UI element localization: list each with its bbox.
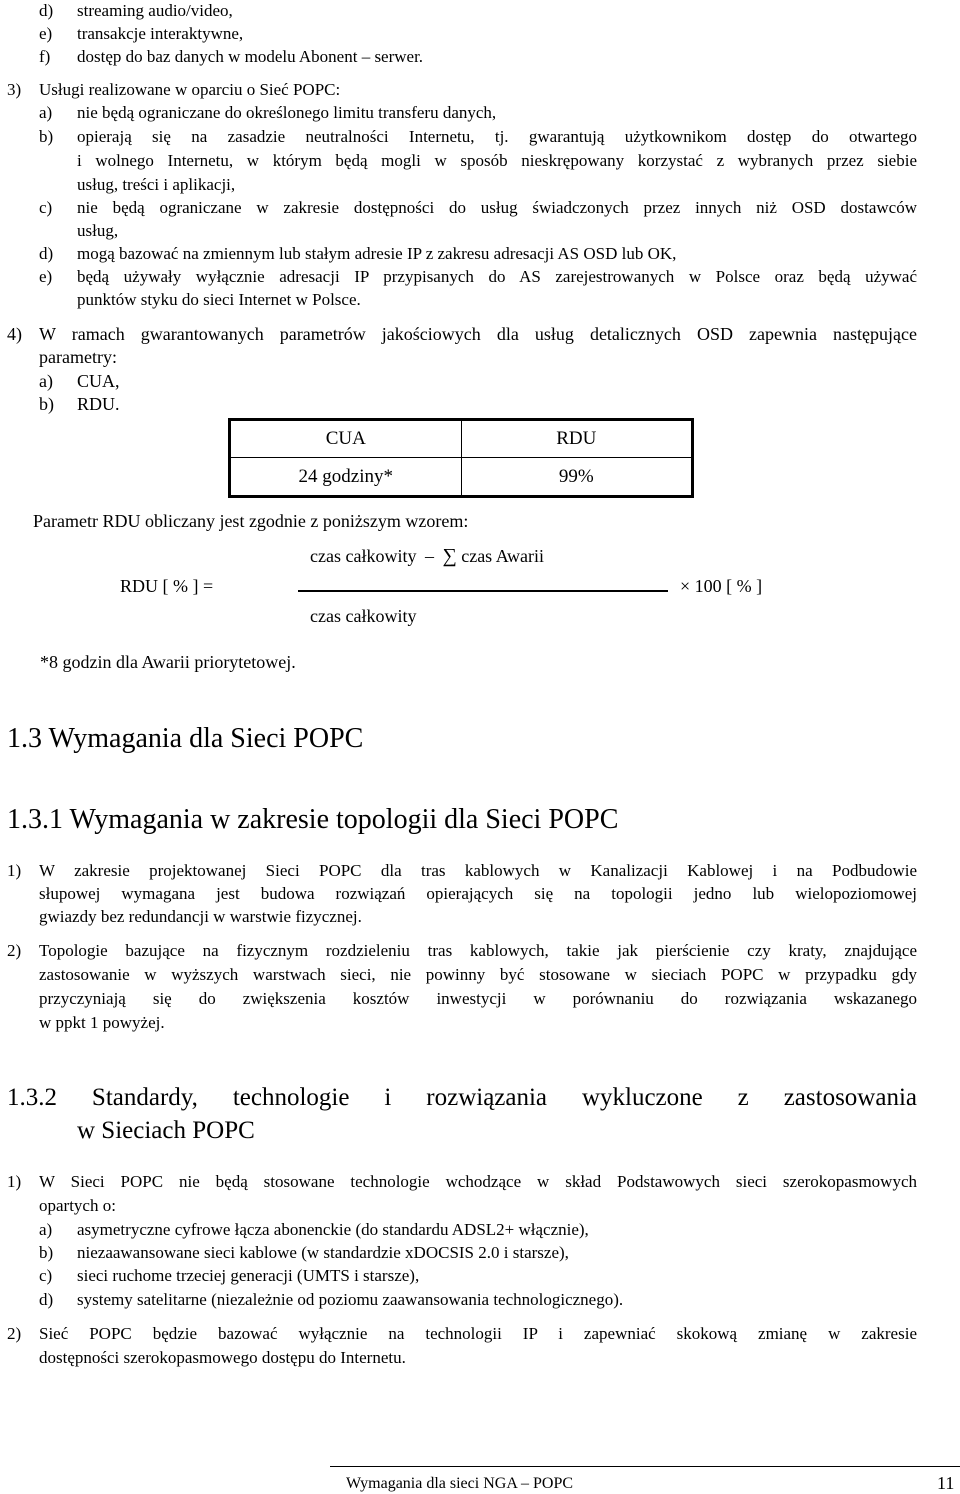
sub-label: a) [39, 371, 53, 391]
sub-label: b) [39, 127, 54, 146]
sub-text: usług, treści i aplikacji, [77, 175, 236, 194]
formula-lhs: RDU [ % ] = [120, 576, 214, 596]
sub-text: opierają się na zasadzie neutralności Internetu, tj. gwarantują użytkownikom dostęp do otwartego [77, 127, 917, 146]
formula-intro: Parametr RDU obliczany jest zgodnie z poniższym wzorem: [33, 511, 469, 531]
sub-label: a) [39, 1220, 53, 1239]
item-text: W Sieci POPC nie będą stosowane technologie wchodzące w skład Podstawowych sieci szerokopasmowych [39, 1172, 917, 1191]
sub-text: nie będą ograniczane w zakresie dostępności do usług świadczonych przez innych niż OSD dostawców [77, 198, 917, 217]
sub-text: RDU. [77, 394, 120, 414]
sub-label: d) [39, 1290, 54, 1309]
sub-text: CUA, [77, 371, 120, 391]
sub-text: nie będą ograniczane do określonego limitu transferu danych, [77, 103, 497, 122]
item-label: 2) [7, 941, 22, 960]
heading-line: w Sieciach POPC [77, 1117, 255, 1144]
section-heading-1-3-2 [7, 1085, 917, 1110]
denominator: czas całkowity [310, 606, 417, 626]
footer-rule [330, 1466, 960, 1467]
list-label: f) [39, 47, 51, 66]
item-text: W zakresie projektowanej Sieci POPC dla tras kablowych w Kanalizacji Kablowej i na Podbudowie [39, 861, 917, 880]
formula-rhs: × 100 [ % ] [680, 576, 763, 596]
page-number: 11 [937, 1473, 955, 1493]
list-text: streaming audio/video, [77, 1, 233, 20]
footnote: *8 godzin dla Awarii priorytetowej. [40, 652, 296, 672]
sub-label: c) [39, 198, 53, 217]
sub-text: punktów styku do sieci Internet w Polsce. [77, 290, 361, 309]
item-text: w ppkt 1 powyżej. [39, 1013, 165, 1032]
item-text: dostępności szerokopasmowego dostępu do Internetu. [39, 1348, 406, 1367]
item-text: opartych o: [39, 1196, 116, 1215]
numerator-a: czas całkowity [310, 546, 417, 566]
list-text: transakcje interaktywne, [77, 24, 244, 43]
sub-text: i wolnego Internetu, w którym będą mogli w sposób nieskrępowany korzystać z wybranych przez siebie [77, 151, 917, 170]
sub-label: c) [39, 1266, 53, 1285]
list-label: e) [39, 24, 53, 43]
list-label: d) [39, 1, 54, 20]
sub-label: e) [39, 267, 53, 286]
item-text: Usługi realizowane w oparciu o Sieć POPC: [39, 80, 341, 99]
item-label: 2) [7, 1324, 22, 1343]
footer-title: Wymagania dla sieci NGA – POPC [346, 1475, 574, 1492]
sub-label: d) [39, 244, 54, 263]
sigma-icon: ∑ [442, 545, 457, 567]
item-text: przyczyniają się do zwiększenia kosztów inwestycji w porównaniu do rozwiązania wskazanego [39, 989, 917, 1008]
parameters-table [228, 418, 694, 498]
item-label: 3) [7, 80, 22, 99]
sub-label: a) [39, 103, 53, 122]
item-label: 1) [7, 861, 22, 880]
section-heading-1-3-1: 1.3.1 Wymagania w zakresie topologii dla Sieci POPC [7, 804, 619, 835]
item-text: Topologie bazujące na fizycznym rozdzieleniu tras kablowych, takie jak pierścienie czy kraty, znajdujące [39, 941, 917, 960]
item-text: słupowej wymagana jest budowa rozwiązań opierających się na topologii jedno lub wielopoziomowej [39, 884, 917, 903]
heading-line: 1.3.2 Standardy, technologie i rozwiązania wykluczone z zastosowania [7, 1084, 917, 1111]
table-header: CUA [230, 420, 462, 458]
sub-text: systemy satelitarne (niezależnie od poziomu zaawansowania technologicznego). [77, 1290, 624, 1309]
list-text: dostęp do baz danych w modelu Abonent – serwer. [77, 47, 424, 66]
table-cell: 24 godziny* [230, 458, 462, 497]
table-cell: 99% [461, 458, 693, 497]
item-label: 1) [7, 1172, 22, 1191]
table-header: RDU [461, 420, 693, 458]
minus-sign: – [424, 546, 434, 566]
sub-text: usług, [77, 221, 119, 240]
sub-label: b) [39, 394, 54, 414]
sub-text: mogą bazować na zmiennym lub stałym adresie IP z zakresu adresacji AS OSD lub OK, [77, 244, 677, 263]
section-heading-1-3: 1.3 Wymagania dla Sieci POPC [7, 723, 364, 754]
item-label: 4) [7, 324, 22, 344]
item-text: zastosowanie w wyższych warstwach sieci, nie powinny być stosowane w sieciach POPC w przypadku gdy [39, 965, 917, 984]
numerator-b: czas Awarii [461, 546, 545, 566]
sub-text: niezaawansowane sieci kablowe (w standardzie xDOCSIS 2.0 i starsze), [77, 1243, 569, 1262]
sub-text: będą używały wyłącznie adresacji IP przypisanych do AS zarejestrowanych w Polsce oraz będą używać [77, 267, 917, 286]
sub-text: asymetryczne cyfrowe łącza abonenckie (do standardu ADSL2+ włącznie), [77, 1220, 589, 1239]
item-text: parametry: [39, 347, 117, 367]
item-text: W ramach gwarantowanych parametrów jakościowych dla usług detalicznych OSD zapewnia następujące [39, 324, 917, 344]
fraction-line [298, 590, 668, 592]
sub-label: b) [39, 1243, 54, 1262]
numerator [310, 546, 544, 566]
sub-text: sieci ruchome trzeciej generacji (UMTS i starsze), [77, 1266, 420, 1285]
item-text: Sieć POPC będzie bazować wyłącznie na technologii IP i zapewniać skokową zmianę w zakresie [39, 1324, 917, 1343]
item-text: gwiazdy bez redundancji w warstwie fizycznej. [39, 907, 362, 926]
